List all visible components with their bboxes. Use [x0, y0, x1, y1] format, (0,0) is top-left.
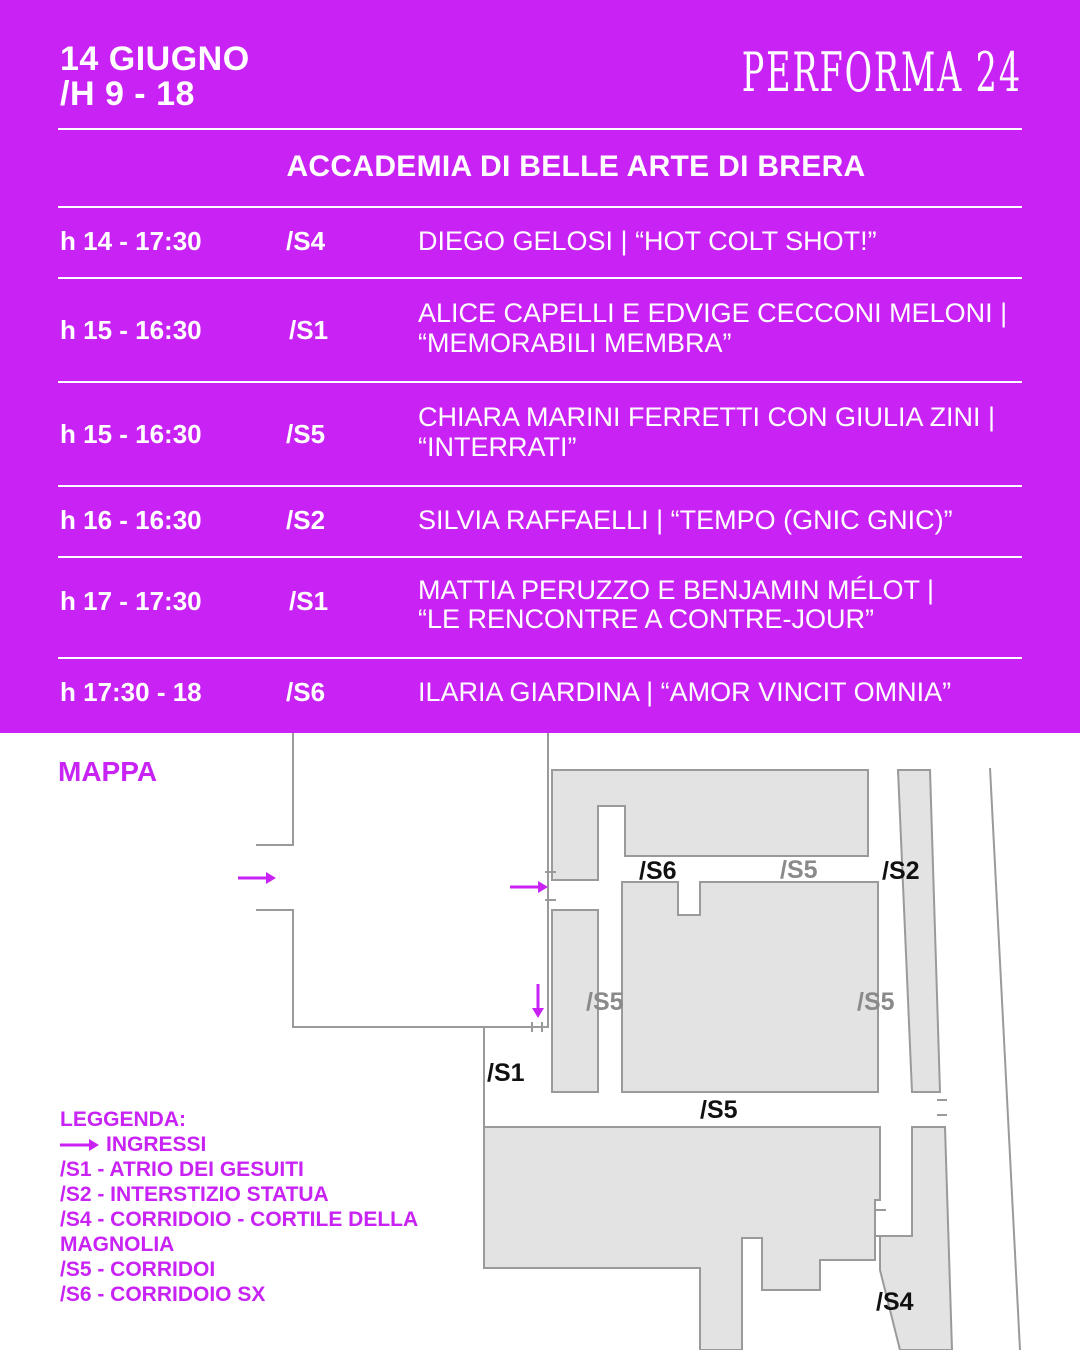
room-label-s5: /S5	[780, 856, 818, 884]
row-act	[418, 505, 1018, 535]
act-line: DIEGO GELOSI | “HOT COLT SHOT!”	[418, 226, 877, 256]
room-label-s4: /S4	[876, 1288, 914, 1316]
row-time: h 16 - 16:30	[60, 505, 202, 535]
row-room: /S1	[289, 586, 329, 616]
row-act	[418, 402, 1018, 462]
arrow-right-icon	[238, 872, 276, 884]
row-act	[418, 226, 1018, 256]
brand-logo: PERFORMA 24	[741, 41, 1022, 104]
wall	[990, 768, 1020, 1350]
act-line: ALICE CAPELLI E EDVIGE CECCONI MELONI |	[418, 298, 1008, 328]
wall	[484, 733, 548, 1027]
act-line: ILARIA GIARDINA | “AMOR VINCIT OMNIA”	[418, 677, 952, 707]
building-block	[484, 1127, 880, 1350]
wall	[256, 910, 484, 1127]
divider	[58, 657, 1022, 659]
legend-entrances-label: INGRESSI	[106, 1133, 207, 1156]
act-line: CHIARA MARINI FERRETTI CON GIULIA ZINI |	[418, 402, 996, 432]
venue-title: ACCADEMIA DI BELLE ARTE DI BRERA	[286, 150, 866, 183]
legend-title: LEGGENDA:	[60, 1108, 186, 1131]
act-line: SILVIA RAFFAELLI | “TEMPO (GNIC GNIC)”	[418, 505, 953, 535]
hours-line: /H 9 - 18	[60, 75, 195, 113]
row-room: /S4	[286, 226, 326, 256]
legend-item: /S2 - INTERSTIZIO STATUA	[60, 1183, 329, 1206]
legend-item: /S1 - ATRIO DEI GESUITI	[60, 1158, 304, 1181]
legend-item: /S6 - CORRIDOIO SX	[60, 1283, 266, 1306]
map-legend	[60, 1107, 418, 1307]
building-block	[898, 770, 940, 1092]
divider	[58, 277, 1022, 279]
legend-item: MAGNOLIA	[60, 1233, 175, 1256]
row-act	[418, 677, 1018, 707]
room-label-s5: /S5	[857, 988, 895, 1016]
row-time: h 15 - 16:30	[60, 315, 202, 345]
row-room: /S5	[286, 419, 326, 449]
arrow-right-icon	[60, 1138, 100, 1152]
row-room: /S2	[286, 505, 326, 535]
building-block	[622, 882, 878, 1092]
act-line: MATTIA PERUZZO E BENJAMIN MÉLOT |	[418, 575, 935, 605]
act-line: “INTERRATI”	[418, 432, 577, 462]
event-date	[60, 42, 250, 112]
date-line: 14 GIUGNO	[60, 40, 250, 78]
room-label-s5: /S5	[586, 988, 624, 1016]
row-act	[418, 576, 1018, 634]
row-time: h 14 - 17:30	[60, 226, 202, 256]
row-room: /S1	[289, 315, 329, 345]
arrow-right-icon	[510, 881, 548, 893]
wall	[256, 733, 293, 845]
divider	[58, 381, 1022, 383]
building-block	[552, 770, 868, 880]
arrow-down-icon	[532, 984, 544, 1018]
row-act	[418, 298, 1018, 358]
room-label-s5: /S5	[700, 1096, 738, 1124]
legend-item: /S5 - CORRIDOI	[60, 1258, 216, 1281]
legend-entrances	[60, 1132, 418, 1157]
divider	[58, 556, 1022, 558]
room-label-s2: /S2	[882, 857, 920, 885]
legend-item: /S4 - CORRIDOIO - CORTILE DELLA	[60, 1208, 419, 1231]
room-label-s1: /S1	[487, 1059, 525, 1087]
row-time: h 15 - 16:30	[60, 419, 202, 449]
divider	[58, 128, 1022, 130]
row-time: h 17 - 17:30	[60, 586, 202, 616]
row-room: /S6	[286, 677, 326, 707]
row-time: h 17:30 - 18	[60, 677, 202, 707]
room-label-s6: /S6	[639, 857, 677, 885]
act-line: “MEMORABILI MEMBRA”	[418, 328, 732, 358]
divider	[58, 206, 1022, 208]
map-title: MAPPA	[58, 756, 158, 787]
divider	[58, 485, 1022, 487]
act-line: “LE RENCONTRE A CONTRE-JOUR”	[418, 604, 875, 634]
